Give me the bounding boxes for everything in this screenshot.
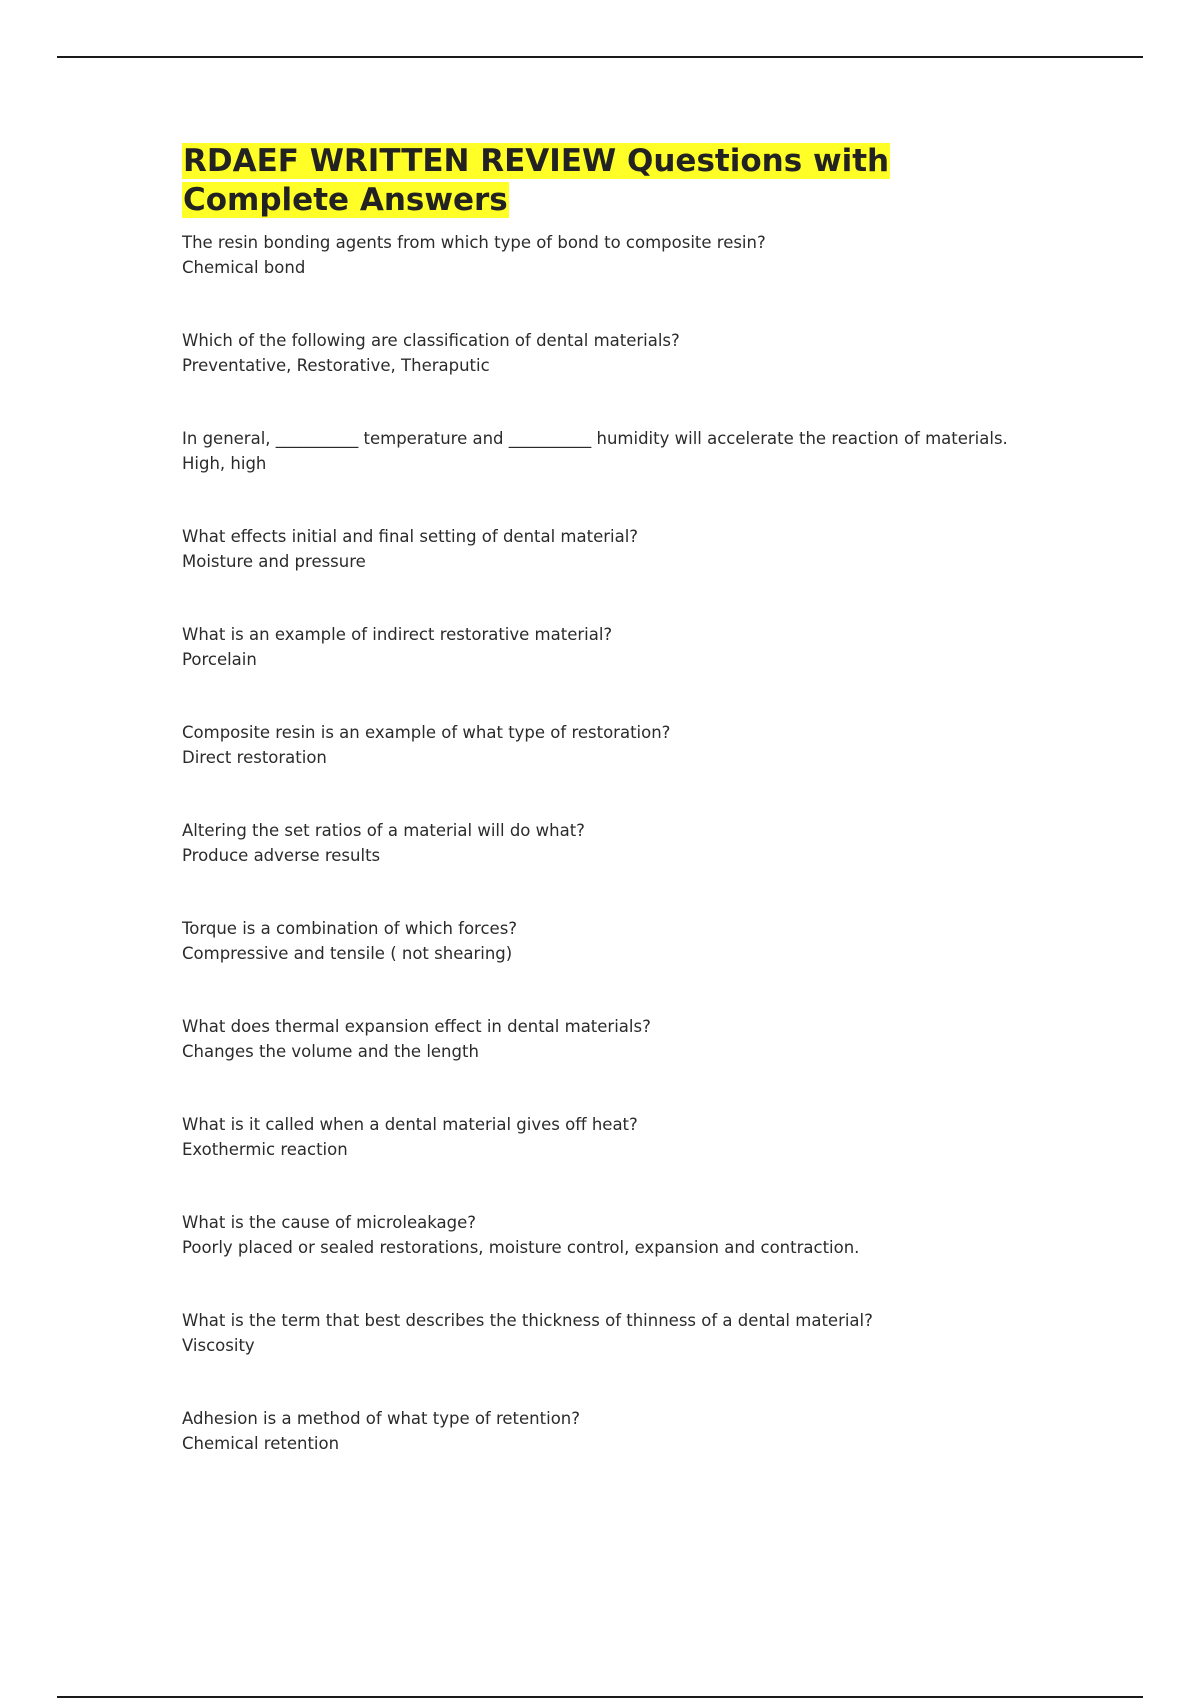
question-text: What is the term that best describes the thickness of thinness of a dental material?	[182, 1311, 873, 1330]
question-text: What does thermal expansion effect in dental materials?	[182, 1017, 651, 1036]
qa-item	[182, 1210, 1012, 1260]
question-text: Adhesion is a method of what type of retention?	[182, 1409, 580, 1428]
answer-text: Preventative, Restorative, Theraputic	[182, 356, 490, 375]
answer-text: High, high	[182, 454, 267, 473]
answer-text: Chemical retention	[182, 1434, 340, 1453]
question-text: Composite resin is an example of what type of restoration?	[182, 723, 671, 742]
answer-text: Produce adverse results	[182, 846, 381, 865]
qa-item	[182, 1308, 1012, 1358]
qa-item	[182, 916, 1012, 966]
question-text: The resin bonding agents from which type of bond to composite resin?	[182, 233, 766, 252]
answer-text: Exothermic reaction	[182, 1140, 348, 1159]
answer-text: Compressive and tensile ( not shearing)	[182, 944, 513, 963]
qa-item	[182, 426, 1012, 476]
qa-item	[182, 524, 1012, 574]
question-text: What is it called when a dental material gives off heat?	[182, 1115, 638, 1134]
qa-item	[182, 1112, 1012, 1162]
header-rule	[57, 56, 1143, 58]
qa-item	[182, 720, 1012, 770]
answer-text: Moisture and pressure	[182, 552, 366, 571]
question-text: What effects initial and final setting of dental material?	[182, 527, 639, 546]
question-text: What is an example of indirect restorative material?	[182, 625, 613, 644]
document-title	[182, 142, 1012, 220]
question-text: Torque is a combination of which forces?	[182, 919, 518, 938]
answer-text: Chemical bond	[182, 258, 306, 277]
answer-text: Direct restoration	[182, 748, 327, 767]
qa-item	[182, 328, 1012, 378]
answer-text: Porcelain	[182, 650, 257, 669]
answer-text: Poorly placed or sealed restorations, moisture control, expansion and contraction.	[182, 1238, 860, 1257]
question-text: What is the cause of microleakage?	[182, 1213, 476, 1232]
qa-item	[182, 230, 1012, 280]
question-text: Which of the following are classification of dental materials?	[182, 331, 680, 350]
document-body	[182, 142, 1012, 1504]
answer-text: Viscosity	[182, 1336, 255, 1355]
qa-item	[182, 1014, 1012, 1064]
qa-item	[182, 622, 1012, 672]
question-text: Altering the set ratios of a material will do what?	[182, 821, 585, 840]
answer-text: Changes the volume and the length	[182, 1042, 479, 1061]
question-text: In general, __________ temperature and __________ humidity will accelerate the reaction of materials.	[182, 429, 1008, 448]
title-highlight: RDAEF WRITTEN REVIEW Questions with Complete Answers	[183, 143, 890, 218]
qa-item	[182, 1406, 1012, 1456]
qa-list	[182, 230, 1012, 1456]
footer-rule	[57, 1696, 1143, 1698]
qa-item	[182, 818, 1012, 868]
